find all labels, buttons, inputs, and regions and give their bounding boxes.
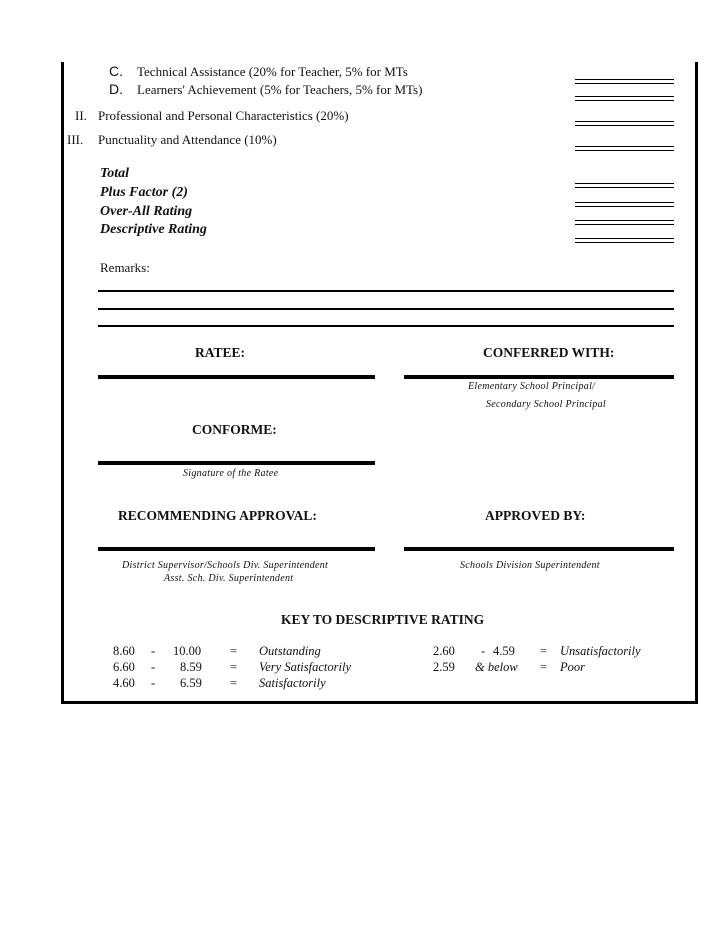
- conforme-heading: CONFORME:: [192, 422, 277, 437]
- remarks-line-1[interactable]: [98, 290, 674, 292]
- descriptive-rating-label: Descriptive Rating: [100, 222, 207, 237]
- score-blank-overall[interactable]: [575, 220, 674, 225]
- key-row-4-dash: -: [481, 644, 486, 658]
- score-blank-ii[interactable]: [575, 121, 674, 126]
- criterion-iii-number: III.: [67, 132, 84, 147]
- key-row-1-eq: =: [230, 644, 238, 658]
- signature-of-ratee-caption: Signature of the Ratee: [183, 468, 279, 479]
- approved-by-heading: APPROVED BY:: [485, 508, 586, 523]
- criterion-iii-text: Punctuality and Attendance (10%): [98, 132, 277, 147]
- principal-caption-2: Secondary School Principal: [486, 399, 606, 410]
- conforme-signature-line[interactable]: [98, 461, 375, 465]
- key-row-1-from: 8.60: [113, 644, 135, 658]
- key-row-4-from: 2.60: [433, 644, 455, 658]
- key-row-3-from: 4.60: [113, 676, 135, 690]
- key-row-5-from: 2.59: [433, 660, 455, 674]
- criterion-c-letter: C.: [109, 63, 123, 79]
- score-blank-plus-factor[interactable]: [575, 202, 674, 207]
- score-blank-d[interactable]: [575, 96, 674, 101]
- key-row-2-dash: -: [151, 660, 156, 674]
- key-row-3-eq: =: [230, 676, 238, 690]
- remarks-label: Remarks:: [100, 260, 150, 275]
- remarks-line-3[interactable]: [98, 325, 674, 327]
- approved-signature-line[interactable]: [404, 547, 674, 551]
- ratee-signature-line[interactable]: [98, 375, 375, 379]
- recommending-signature-line[interactable]: [98, 547, 375, 551]
- district-caption-1: District Supervisor/Schools Div. Superintendent: [122, 560, 329, 571]
- key-row-3-label: Satisfactorily: [259, 676, 326, 690]
- ratee-heading: RATEE:: [195, 345, 246, 360]
- district-caption-2: Asst. Sch. Div. Superintendent: [164, 573, 294, 584]
- criterion-d-letter: D.: [109, 81, 123, 97]
- key-row-3-dash: -: [151, 676, 156, 690]
- key-title: KEY TO DESCRIPTIVE RATING: [281, 612, 485, 627]
- key-row-5-to: & below: [475, 660, 518, 674]
- key-row-5-eq: =: [540, 660, 548, 674]
- key-row-5-label: Poor: [560, 660, 585, 674]
- key-row-4-to: 4.59: [493, 644, 515, 658]
- key-row-1-dash: -: [151, 644, 156, 658]
- key-row-2-label: Very Satisfactorily: [259, 660, 351, 674]
- key-row-2-eq: =: [230, 660, 238, 674]
- criterion-ii-number: II.: [75, 108, 87, 123]
- key-row-2-to: 8.59: [180, 660, 202, 674]
- remarks-line-2[interactable]: [98, 308, 674, 310]
- principal-signature-line[interactable]: [404, 375, 674, 379]
- criterion-c-text: Technical Assistance (20% for Teacher, 5% for MTs: [137, 64, 408, 79]
- key-row-4-label: Unsatisfactorily: [560, 644, 641, 658]
- score-blank-total[interactable]: [575, 183, 674, 188]
- total-label: Total: [100, 166, 130, 181]
- key-row-2-from: 6.60: [113, 660, 135, 674]
- overall-rating-label: Over-All Rating: [100, 204, 193, 219]
- form-border-bottom: [61, 701, 698, 704]
- key-row-4-eq: =: [540, 644, 548, 658]
- recommending-approval-heading: RECOMMENDING APPROVAL:: [118, 508, 317, 523]
- key-row-1-to: 10.00: [173, 644, 202, 658]
- criterion-ii-text: Professional and Personal Characteristics (20%): [98, 108, 349, 123]
- score-blank-c[interactable]: [575, 79, 674, 84]
- score-blank-descriptive[interactable]: [575, 238, 674, 243]
- principal-caption-1: Elementary School Principal/: [468, 381, 596, 392]
- criterion-d-text: Learners' Achievement (5% for Teachers, 5% for MTs): [137, 82, 423, 97]
- conferred-with-heading: CONFERRED WITH:: [483, 345, 615, 360]
- sds-caption: Schools Division Superintendent: [460, 560, 600, 571]
- plus-factor-label: Plus Factor (2): [100, 185, 188, 200]
- form-border-left: [61, 62, 64, 704]
- form-border-right: [695, 62, 698, 704]
- key-row-1-label: Outstanding: [259, 644, 321, 658]
- score-blank-iii[interactable]: [575, 146, 674, 151]
- key-row-3-to: 6.59: [180, 676, 202, 690]
